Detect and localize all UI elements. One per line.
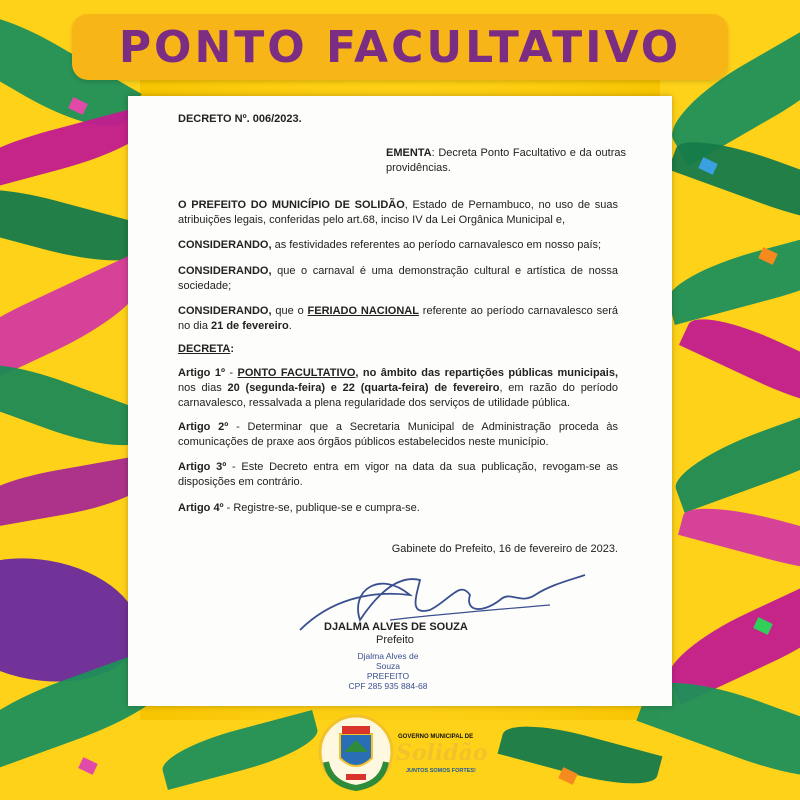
article-3: [178, 460, 618, 490]
ementa-text: : Decreta Ponto Facultativo e da outras providências.: [386, 147, 626, 174]
considerando-3-text-c: .: [288, 320, 292, 332]
considerando-2: [178, 264, 618, 294]
preamble-bold: O PREFEITO DO MUNICÍPIO DE SOLIDÃO: [178, 199, 405, 211]
feriado-nacional: FERIADO NACIONAL: [307, 305, 419, 317]
leaf-decoration: [667, 397, 800, 512]
decreta: [178, 342, 378, 357]
leaf-decoration: [498, 715, 663, 795]
signer-role: Prefeito: [376, 634, 414, 646]
signature-stamp: [348, 651, 428, 691]
confetti: [78, 757, 98, 775]
considerando-1: [178, 238, 618, 253]
leaf-decoration: [662, 225, 800, 325]
considerando-3-text-b: referente ao período carnavalesco será no dia: [178, 305, 618, 332]
leaf-decoration: [678, 496, 800, 584]
feriado-date: 21 de fevereiro: [211, 320, 289, 332]
article-4: [178, 501, 618, 516]
logo-brand: Solidão: [396, 740, 488, 766]
logo-motto: JUNTOS SOMOS FORTES!: [406, 768, 476, 774]
decreta-colon: :: [230, 343, 235, 355]
ementa-label: EMENTA: [386, 147, 432, 159]
considerando-label: CONSIDERANDO,: [178, 305, 272, 317]
considerando-label: CONSIDERANDO,: [178, 239, 272, 251]
article-1-bold: , no âmbito das repartições públicas municipais,: [355, 367, 619, 379]
preamble: [178, 198, 618, 228]
article-1-text-a: nos dias: [178, 382, 228, 394]
considerando-3-text: que o: [271, 305, 308, 317]
stamp-name: Djalma Alves de Souza: [357, 651, 419, 671]
article-2-text: - Determinar que a Secretaria Municipal de Administração proceda às comunicações de praxe aos órgãos públicos estabelecidos neste município.: [178, 421, 618, 448]
leaf-decoration: [668, 127, 800, 238]
preamble-text: , Estado de Pernambuco, no uso de suas atribuições legais, conferidas pelo art.68, inciso IV da Lei Orgânica Municipal e,: [178, 199, 618, 226]
signer-name: DJALMA ALVES DE SOUZA: [324, 621, 468, 633]
considerando-label: CONSIDERANDO,: [178, 265, 272, 277]
title-banner: [72, 14, 728, 80]
article-1-text-b: , em razão do período carnavalesco, ressalvada a plena regularidade dos serviços de utilidade pública.: [178, 382, 618, 409]
stamp-role: PREFEITO: [366, 671, 410, 681]
page-title: PONTO FACULTATIVO: [118, 21, 682, 73]
place-date: Gabinete do Prefeito, 16 de fevereiro de 2023.: [391, 543, 618, 555]
decree-number: DECRETO Nº. 006/2023.: [178, 113, 302, 125]
leaf-decoration: [679, 304, 800, 421]
leaf-decoration: [158, 710, 323, 790]
article-4-label: Artigo 4º: [178, 502, 224, 514]
logo-line-1: GOVERNO MUNICIPAL DE: [398, 734, 474, 740]
article-3-label: Artigo 3º: [178, 461, 227, 473]
article-4-text: - Registre-se, publique-se e cumpra-se.: [223, 502, 420, 514]
signature: [290, 560, 590, 640]
article-1-label: Artigo 1º: [178, 367, 225, 379]
article-1-days: 20 (segunda-feira) e 22 (quarta-feira) de fevereiro: [227, 382, 500, 394]
article-2: [178, 420, 618, 450]
article-1: [178, 366, 618, 411]
considerando-1-text: as festividades referentes ao período carnavalesco em nosso país;: [271, 239, 602, 251]
article-2-label: Artigo 2º: [178, 421, 229, 433]
stamp-cpf: CPF 285 935 884-68: [348, 681, 428, 691]
article-3-text: - Este Decreto entra em vigor na data da sua publicação, revogam-se as disposições em contrário.: [178, 461, 619, 488]
municipal-logo: [318, 712, 488, 792]
considerando-3: [178, 304, 618, 334]
considerando-2-text: que o carnaval é uma demonstração cultural e artística de nossa sociedade;: [178, 265, 618, 292]
ponto-facultativo: PONTO FACULTATIVO: [237, 367, 356, 379]
ementa: [386, 146, 626, 176]
article-1-dash: -: [224, 367, 238, 379]
decreta-label: DECRETA: [178, 343, 231, 355]
